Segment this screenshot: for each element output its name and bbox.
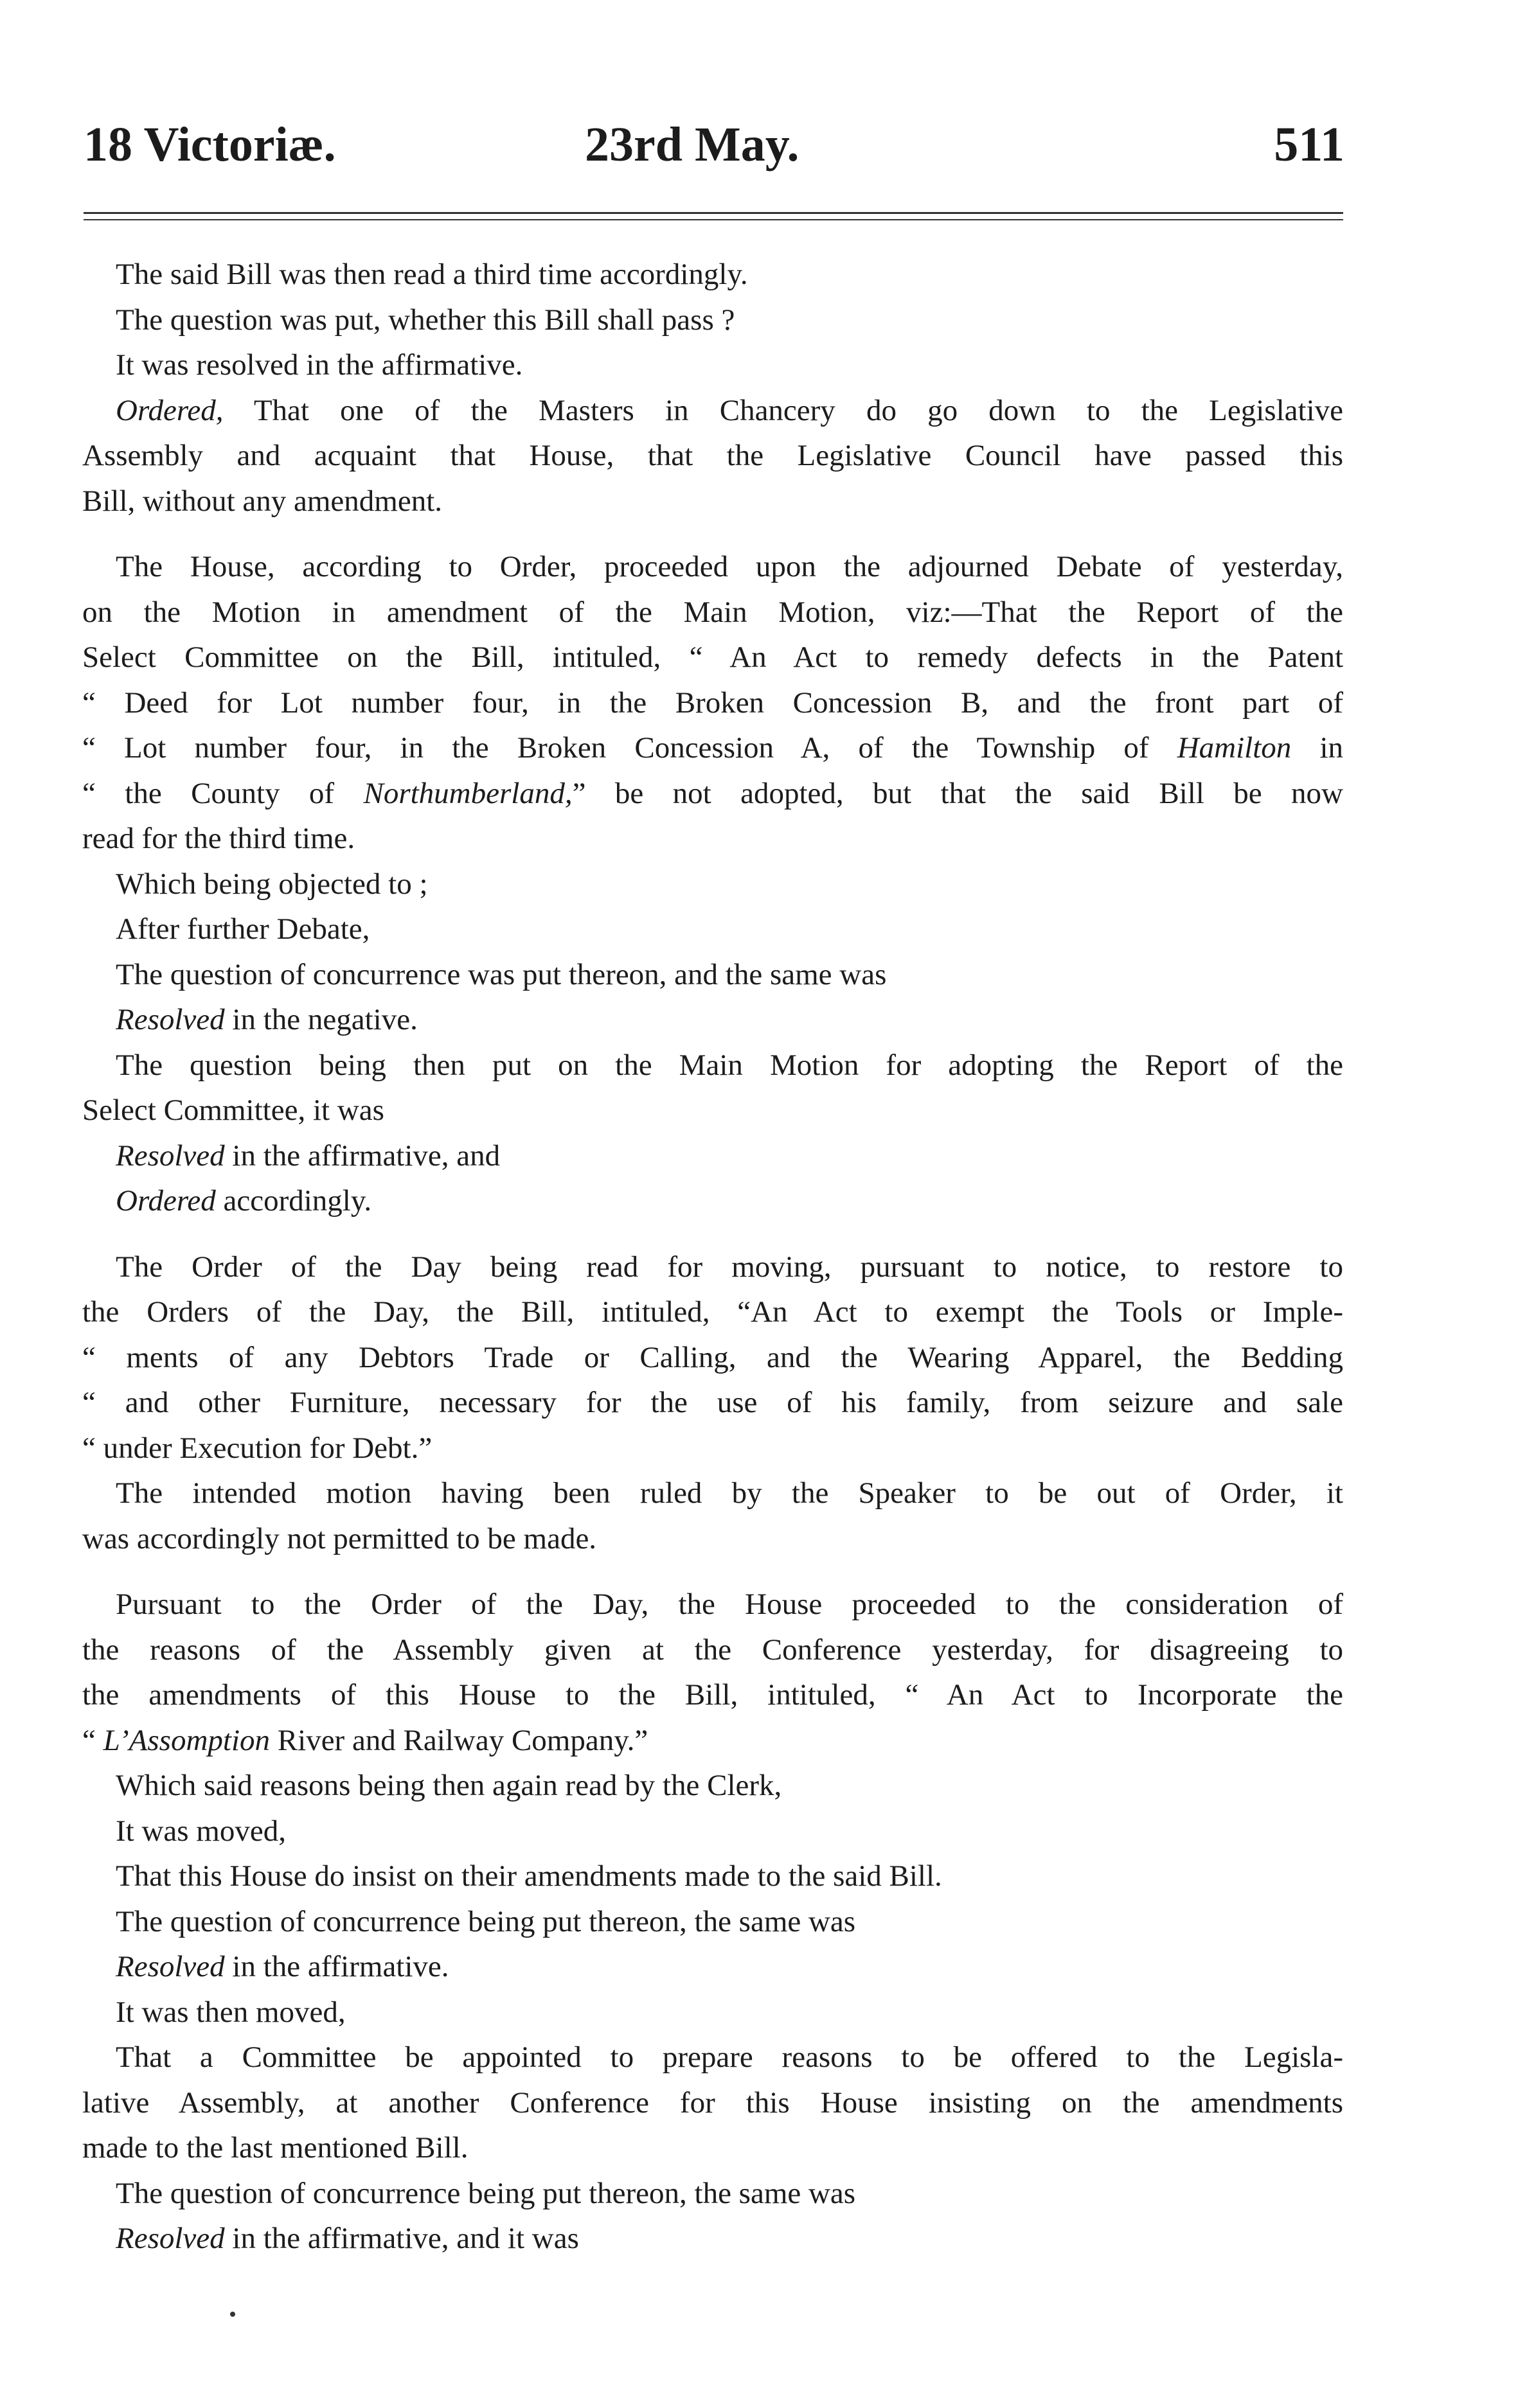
text-line: Assembly and acquaint that House, that the Legislative Council have passed this [82,439,1343,472]
text-line [82,1944,1343,1990]
line-text: in the negative. [224,1003,418,1036]
text-line: After further Debate, [116,912,370,946]
text-line: Which said reasons being then again read by the Clerk, [116,1769,782,1802]
text-line: the reasons of the Assembly given at the Conference yesterday, for disagreeing to [82,1633,1343,1667]
italic-term: Resolved [116,1138,225,1173]
text-line: the Orders of the Day, the Bill, intituled, “An Act to exempt the Tools or Imple- [82,1295,1343,1329]
line-text: That one of the Masters in Chancery do go down to the Legislative [223,393,1343,427]
line-text: ” be not adopted, but that the said Bill be now [572,776,1343,810]
italic-term: Ordered [116,1184,216,1217]
text-line: “ and other Furniture, necessary for the use of his family, from seizure and sale [82,1386,1343,1419]
print-speck [230,2312,235,2317]
text-line: on the Motion in amendment of the Main Motion, viz:—That the Report of the [82,595,1343,629]
line-text: “ Lot number four, in the Broken Concession A, of the Township of [82,731,1177,765]
text-line [82,388,1343,434]
line-text: accordingly. [215,1184,372,1217]
line-text: River and Railway Company.” [270,1723,648,1757]
text-line: Which being objected to ; [116,867,428,901]
italic-place-name: L’Assomption [103,1723,271,1757]
text-line [82,2216,1343,2262]
text-line [82,997,1343,1043]
paragraph [82,544,1343,1224]
italic-term: Ordered, [116,393,224,427]
text-line: the amendments of this House to the Bill, intituled, “ An Act to Incorporate the [82,1678,1343,1712]
paragraph-gap [82,1561,1343,1582]
text-line: Bill, without any amendment. [82,484,443,518]
text-line: The question of concurrence being put thereon, the same was [116,2176,856,2210]
text-line: Select Committee on the Bill, intituled, “ An Act to remedy defects in the Patent [82,641,1343,674]
text-line: The question of concurrence was put thereon, and the same was [116,957,887,991]
line-text: in the affirmative, and it was [224,2222,579,2255]
header-rule-bottom [84,219,1343,220]
italic-place-name: Hamilton [1177,731,1292,765]
header-date: 23rd May. [585,118,799,172]
paragraph [82,1244,1343,1562]
text-line: The question being then put on the Main Motion for adopting the Report of the [116,1048,1343,1082]
line-text: “ [82,1723,103,1757]
text-line: The question of concurrence being put thereon, the same was [116,1904,856,1938]
paragraph-gap [82,524,1343,544]
italic-place-name: Northumberland, [363,776,573,810]
line-text: in [1291,731,1343,765]
text-line: Select Committee, it was [82,1093,384,1127]
page-number: 511 [1274,118,1344,172]
text-line [82,1718,1343,1764]
text-line: was accordingly not permitted to be made. [82,1521,597,1555]
italic-term: Resolved [116,1950,225,1983]
text-line: It was moved, [116,1814,286,1848]
text-line: The intended motion having been ruled by the Speaker to be out of Order, it [116,1476,1343,1510]
text-line: “ under Execution for Debt.” [82,1431,433,1465]
text-line [82,771,1343,817]
text-line: The House, according to Order, proceeded upon the adjourned Debate of yesterday, [116,550,1343,583]
text-line: read for the third time. [82,822,355,855]
paragraph-gap [82,1224,1343,1244]
paragraph [82,1582,1343,2262]
line-text: “ the County of [82,776,364,810]
italic-term: Resolved [116,2222,225,2255]
header-regnal-year: 18 Victoriæ. [84,118,336,172]
text-line: Pursuant to the Order of the Day, the House proceeded to the consideration of [116,1588,1343,1621]
text-line: It was resolved in the affirmative. [116,348,523,382]
text-line: It was then moved, [116,1995,346,2029]
text-line: “ Deed for Lot number four, in the Broken Concession B, and the front part of [82,686,1343,720]
text-line: That this House do insist on their amendments made to the said Bill. [116,1859,942,1893]
italic-term: Resolved [116,1003,225,1036]
paragraph [82,252,1343,524]
body-text [82,252,1343,2262]
text-line: The said Bill was then read a third time accordingly. [116,258,748,291]
text-line: The Order of the Day being read for moving, pursuant to notice, to restore to [116,1250,1343,1284]
text-line: “ ments of any Debtors Trade or Calling, and the Wearing Apparel, the Bedding [82,1340,1343,1374]
text-line: lative Assembly, at another Conference for this House insisting on the amendments [82,2085,1343,2120]
text-line: That a Committee be appointed to prepare reasons to be offered to the Legisla- [116,2041,1343,2074]
text-line [82,1178,1343,1224]
page-header [84,109,1344,180]
line-text: in the affirmative, and [224,1138,501,1173]
line-text: in the affirmative. [224,1950,449,1983]
text-line: The question was put, whether this Bill shall pass ? [116,303,735,337]
text-line [82,1133,1343,1179]
header-rule-top [84,212,1343,214]
text-line [82,725,1343,771]
text-line: made to the last mentioned Bill. [82,2131,469,2165]
